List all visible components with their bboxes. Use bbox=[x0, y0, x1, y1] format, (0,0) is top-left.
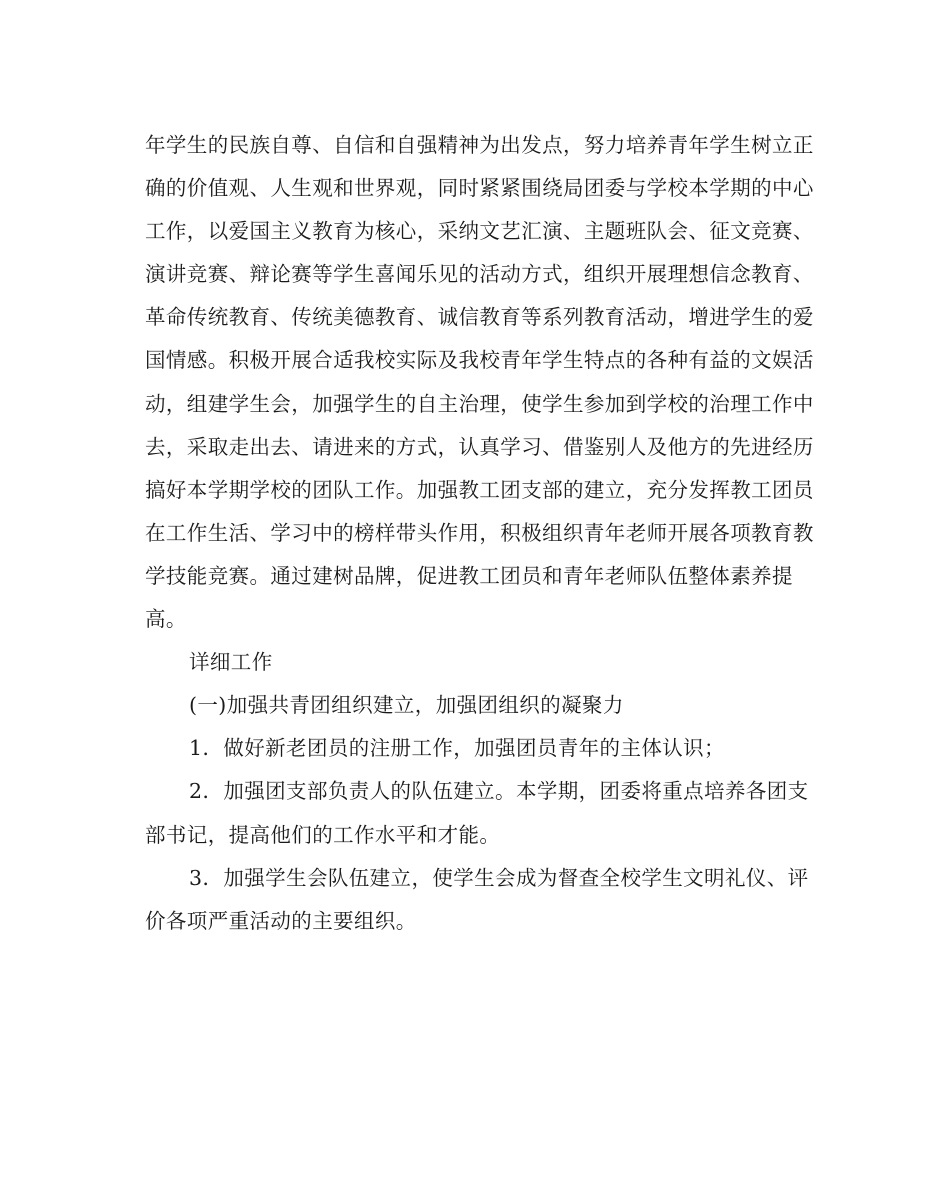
list-item-2: 2．加强团支部负责人的队伍建立。本学期，团委将重点培养各团支部书记，提高他们的工作水平和才能。 bbox=[145, 779, 809, 847]
heading-detailed-work: 详细工作 bbox=[189, 650, 273, 675]
section-heading-1: (一)加强共青团组织建立，加强团组织的凝聚力 bbox=[189, 693, 624, 718]
list-item-1: 1．做好新老团员的注册工作，加强团员青年的主体认识； bbox=[189, 736, 725, 761]
list-item-3: 3．加强学生会队伍建立，使学生会成为督查全校学生文明礼仪、评价各项严重活动的主要组织。 bbox=[145, 865, 809, 933]
document-body bbox=[145, 124, 825, 943]
paragraph-intro: 年学生的民族自尊、自信和自强精神为出发点，努力培养青年学生树立正确的价值观、人生观和世界观，同时紧紧围绕局团委与学校本学期的中心工作，以爱国主义教育为核心，采纳文艺汇演、主题班队会、征文竞赛、演讲竞赛、辩论赛等学生喜闻乐见的活动方式，组织开展理想信念教育、革命传统教育、传统美德教育、诚信教育等系列教育活动，增进学生的爱国情感。积极开展合适我校实际及我校青年学生特点的各种有益的文娱活动，组建学生会，加强学生的自主治理，使学生参加到学校的治理工作中去，采取走出去、请进来的方式，认真学习、借鉴别人及他方的先进经历搞好本学期学校的团队工作。加强教工团支部的建立，充分发挥教工团员在工作生活、学习中的榜样带头作用，积极组织青年老师开展各项教育教学技能竞赛。通过建树品牌，促进教工团员和青年老师队伍整体素养提高。 bbox=[145, 133, 814, 632]
